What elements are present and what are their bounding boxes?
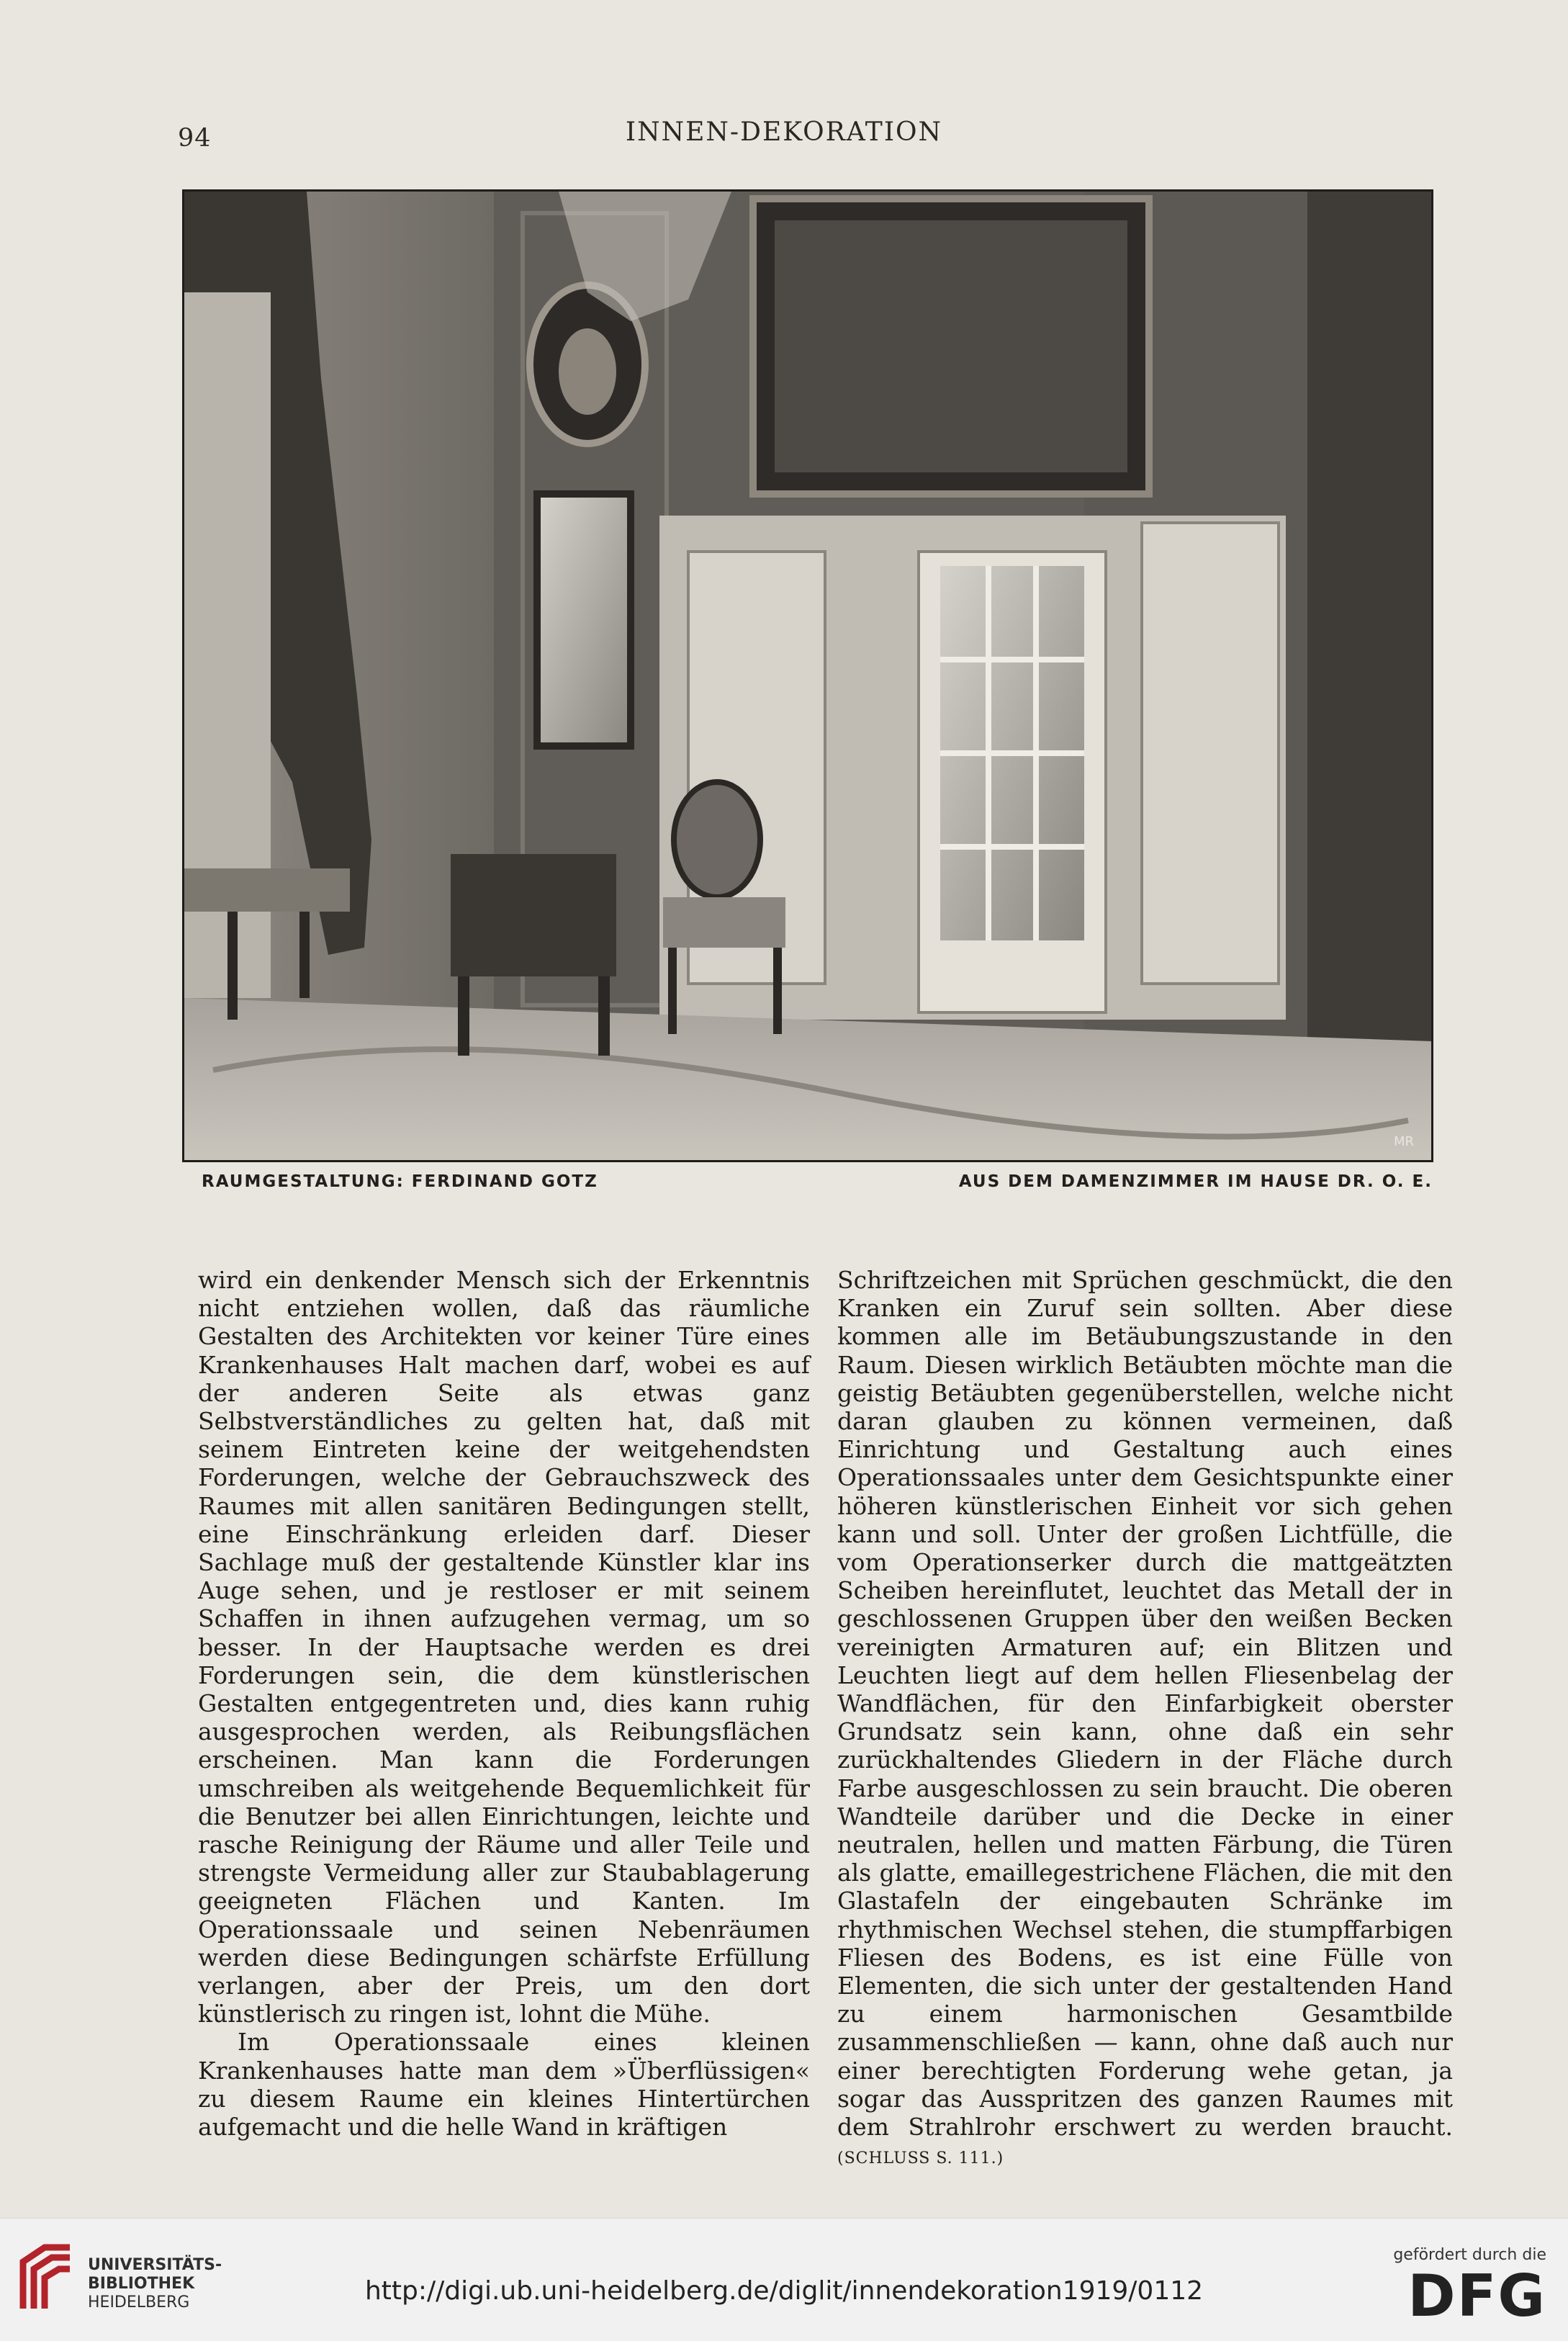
viewer-footer xyxy=(0,2218,1568,2341)
text-column-left xyxy=(198,1266,810,2141)
room-illustration xyxy=(184,192,1431,1160)
dfg-logo[interactable]: DFG xyxy=(1407,2263,1546,2329)
funding-label: gefördert durch die xyxy=(1393,2246,1546,2264)
paragraph: Im Operationssaale eines kleinen Krankenhauses hatte man dem »Überflüssigen« zu diesem Raume ein kleines Hintertürchen aufgemacht und die helle Wand in kräftigen xyxy=(198,2028,810,2142)
page-number: 94 xyxy=(178,124,212,153)
caption-left: RAUMGESTALTUNG: FERDINAND GOTZ xyxy=(202,1172,598,1191)
paragraph: wird ein denkender Mensch sich der Erkenntnis nicht entziehen wollen, daß das räumliche Gestalten des Architekten vor keiner Türe eines Krankenhauses Halt machen darf, wobei es auf der anderen Seite als etwas ganz Selbstverständliches zu gelten hat, daß mit seinem Eintreten keine der weitgehendsten Forderungen, welche der Gebrauchszweck des Raumes mit allen sanitären Bedingungen stellt, eine Einschränkung erleiden darf. Dieser Sachlage muß der gestaltende Künstler klar ins Auge sehen, und je restloser er mit seinem Schaffen in ihnen aufzugehen vermag, um so besser. In der Hauptsache werden es drei Forderungen sein, die dem künstlerischen Gestalten entgegentreten und, dies kann ruhig ausgesprochen werden, als Reibungsflächen erscheinen. Man kann die Forderungen umschreiben als weitgehende Bequemlichkeit für die Benutzer bei allen Einrichtungen, leichte und rasche Reinigung der Räume und aller Teile und strengste Vermeidung aller zur Staubablagerung geeigneten Flächen und Kanten. Im Operationssaale und seinen Nebenräumen werden diese Bedingungen schärfste Erfüllung verlangen, aber der Preis, um den dort künstlerisch zu ringen ist, lohnt die Mühe. xyxy=(198,1266,810,2028)
caption-right: AUS DEM DAMENZIMMER IM HAUSE DR. O. E. xyxy=(958,1172,1433,1191)
library-name-line: UNIVERSITÄTS- xyxy=(88,2256,222,2274)
text-column-right xyxy=(837,1266,1453,2173)
continuation-note: (SCHLUSS S. 111.) xyxy=(837,2149,1004,2168)
paragraph xyxy=(837,1266,1453,2173)
paragraph-text: Schriftzeichen mit Sprüchen geschmückt, die den Kranken ein Zuruf sein sollten. Aber diese kommen alle im Betäubungszustande in den Raum. Diesen wirklich Betäubten möchte man die geistig Betäubten gegenüberstellen, welche nicht daran glauben zu können vermeinen, daß Einrichtung und Gestaltung auch eines Operationssaales unter dem Gesichtspunkte einer höheren künstlerischen Einheit vor sich gehen kann und soll. Unter der großen Lichtfülle, die vom Operationserker durch die mattgeätzten Scheiben hereinflutet, leuchtet das Metall der in geschlossenen Gruppen über den weißen Becken vereinigten Armaturen auf; ein Blitzen und Leuchten liegt auf dem hellen Fliesenbelag der Wandflächen, für den Einfarbigkeit oberster Grundsatz sein kann, ohne daß ein sehr zurückhaltendes Gliedern in der Fläche durch Farbe ausgeschlossen zu sein braucht. Die oberen Wandteile darüber und die Decke in einer neutralen, hellen und matten Färbung, die Türen als glatte, emaillegestrichene Flächen, die mit den Glastafeln der eingebauten Schränke im rhythmischen Wechsel stehen, die stumpffarbigen Fliesen des Bodens, es ist eine Fülle von Elementen, die sich unter der gestaltenden Hand zu einem harmonischen Gesamtbilde zusammenschließen — kann, ohne daß auch nur einer berechtigten Forderung wehe getan, ja sogar das Ausspritzen des ganzen Raumes mit dem Strahlrohr erschwert zu werden braucht. xyxy=(837,1266,1453,2142)
photo-monogram: MR xyxy=(1394,1134,1415,1149)
running-head: INNEN-DEKORATION xyxy=(625,117,943,147)
permalink-url[interactable]: http://digi.ub.uni-heidelberg.de/diglit/innendekoration1919/0112 xyxy=(364,2276,1204,2306)
library-name-line: BIBLIOTHEK xyxy=(88,2275,195,2293)
library-name-line: HEIDELBERG xyxy=(88,2293,190,2311)
interior-photo xyxy=(182,189,1433,1162)
